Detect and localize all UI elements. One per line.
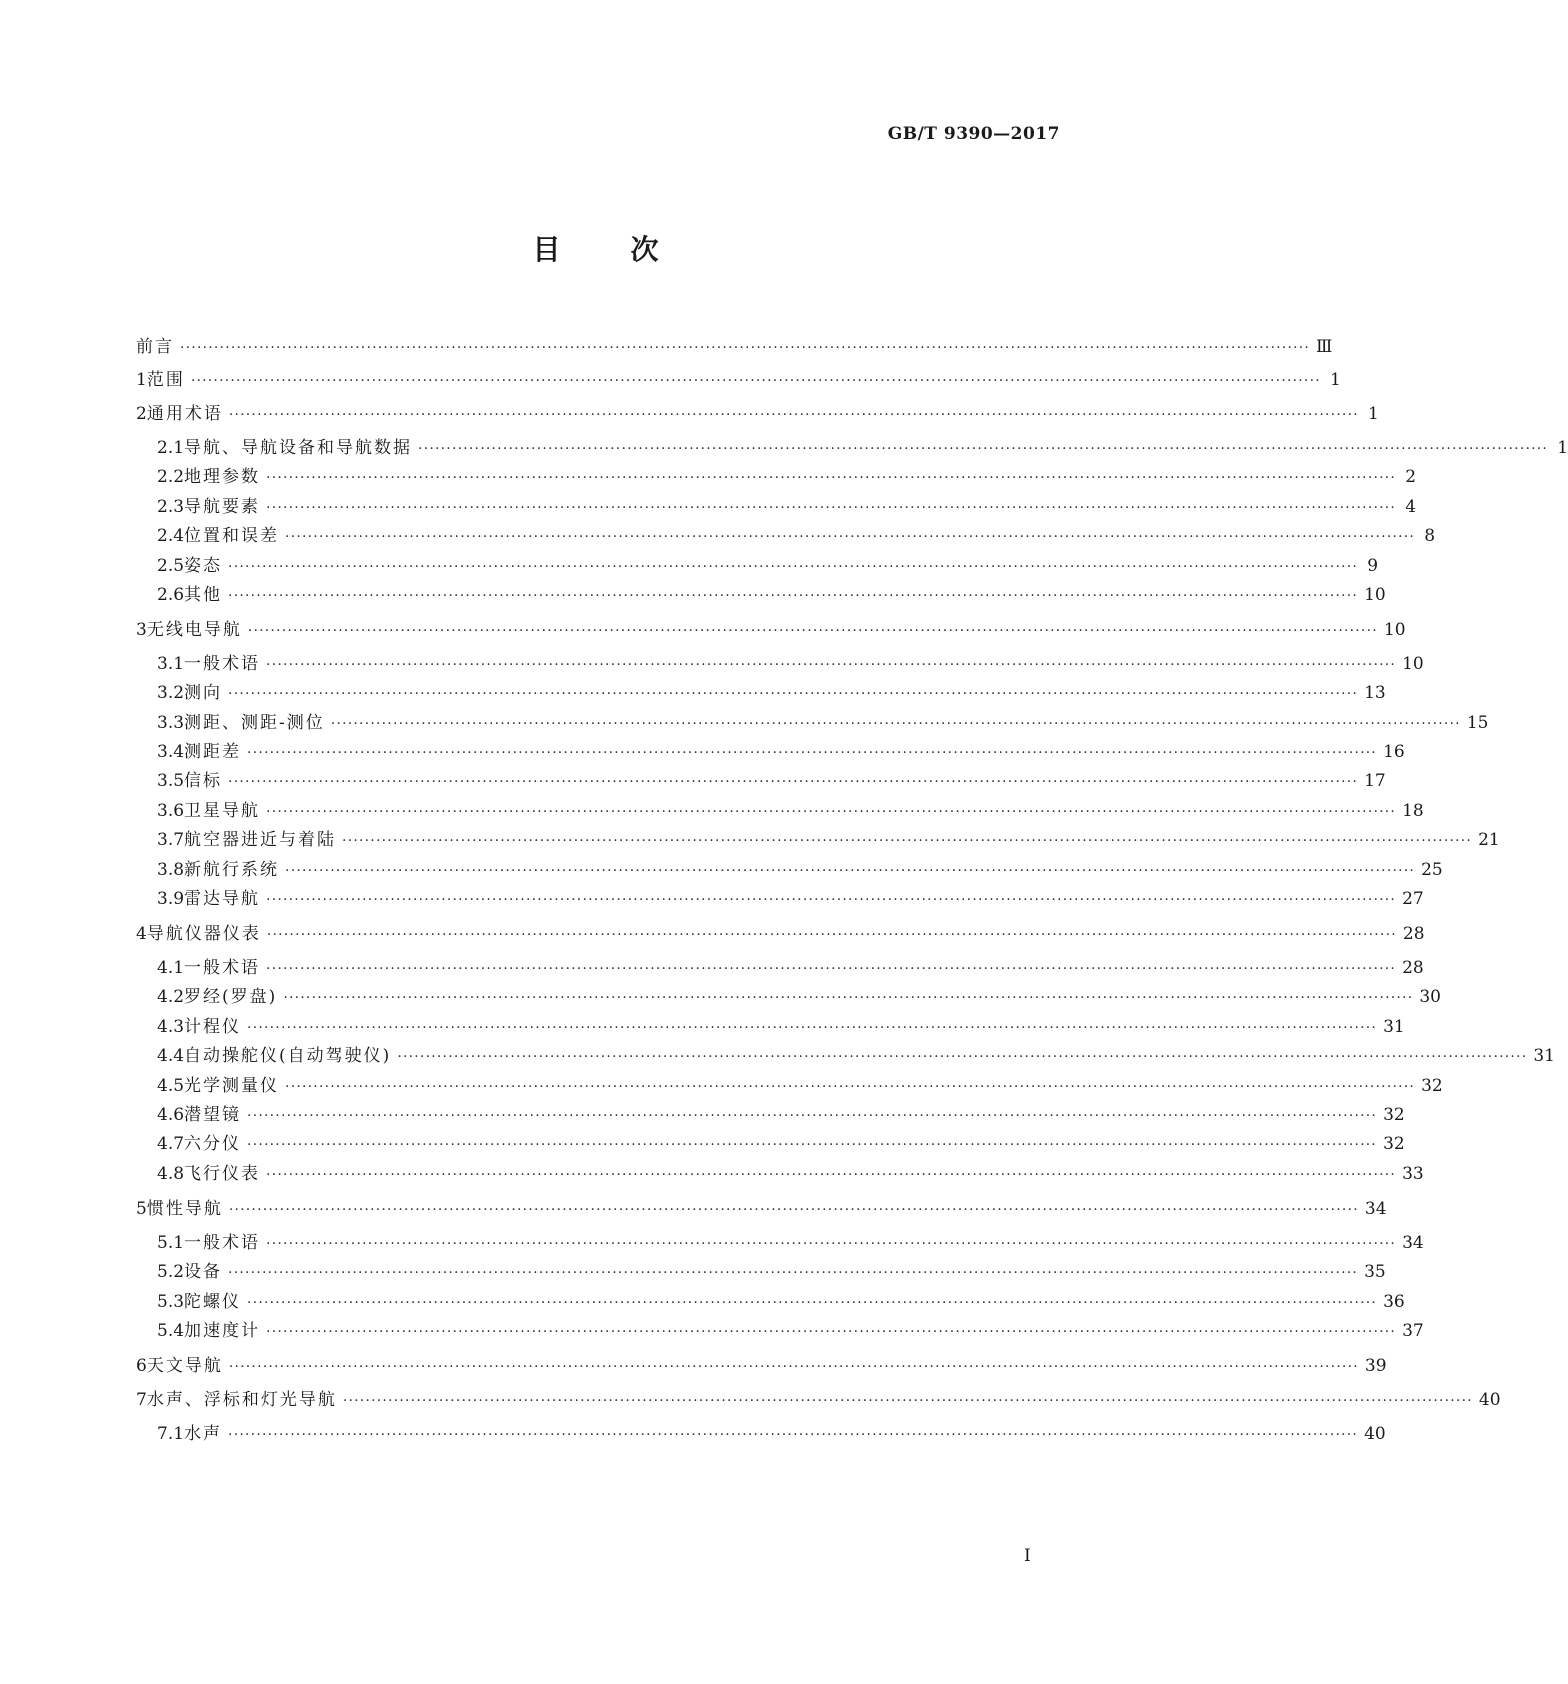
toc-entry-label: 自动操舵仪(自动驾驶仪) bbox=[184, 1046, 392, 1066]
toc-entry-page: 28 bbox=[1402, 924, 1425, 944]
toc-dot-leader: ········································································································································································································ bbox=[228, 1202, 1359, 1218]
toc-entry[interactable] bbox=[136, 982, 1441, 1010]
toc-entry[interactable] bbox=[136, 1194, 1387, 1222]
toc-entry[interactable] bbox=[136, 1316, 1424, 1344]
toc-entry-number: 3.3 bbox=[157, 713, 185, 733]
toc-entry-number: 4.1 bbox=[157, 958, 185, 978]
toc-dot-leader: ········································································································································································································ bbox=[228, 588, 1359, 604]
toc-entry-label: 陀螺仪 bbox=[184, 1292, 242, 1312]
toc-entry[interactable] bbox=[136, 399, 1379, 427]
toc-dot-leader: ········································································································································································································ bbox=[397, 1049, 1528, 1065]
toc-entry[interactable] bbox=[136, 365, 1341, 393]
toc-entry-page: 25 bbox=[1421, 860, 1443, 880]
toc-entry-label: 航空器进近与着陆 bbox=[184, 830, 337, 850]
toc-dot-leader: ········································································································································································································ bbox=[266, 804, 1397, 820]
toc-entry-page: 34 bbox=[1364, 1199, 1387, 1219]
toc-dot-leader: ········································································································································································································ bbox=[247, 623, 1378, 639]
toc-dot-leader: ········································································································································································································ bbox=[266, 500, 1397, 516]
toc-dot-leader: ········································································································································································································ bbox=[228, 686, 1359, 702]
standard-code: GB/T 9390—2017 bbox=[887, 124, 1060, 144]
toc-entry-page: 21 bbox=[1478, 830, 1500, 850]
toc-entry-number: 3.5 bbox=[157, 771, 185, 791]
toc-entry-number: 3.6 bbox=[157, 801, 185, 821]
toc-entry-page: 1 bbox=[1368, 404, 1379, 424]
toc-entry-number: 3.7 bbox=[157, 830, 185, 850]
toc-entry-page: 13 bbox=[1364, 683, 1386, 703]
toc-entry-number: 3 bbox=[136, 620, 147, 640]
toc-entry-label: 设备 bbox=[184, 1262, 223, 1282]
toc-entry[interactable] bbox=[136, 649, 1424, 677]
toc-entry[interactable] bbox=[136, 1159, 1424, 1187]
toc-entry-number: 6 bbox=[136, 1356, 147, 1376]
toc-entry-label: 潜望镜 bbox=[184, 1105, 242, 1125]
toc-entry-label: 雷达导航 bbox=[184, 889, 261, 909]
toc-entry-label: 飞行仪表 bbox=[184, 1164, 261, 1184]
toc-entry-label: 一般术语 bbox=[184, 654, 261, 674]
toc-entry-label: 光学测量仪 bbox=[184, 1076, 280, 1096]
toc-entry-page: 10 bbox=[1383, 620, 1406, 640]
toc-entry-number: 4.5 bbox=[157, 1076, 185, 1096]
toc-entry-label: 导航要素 bbox=[184, 497, 261, 517]
toc-entry-label: 罗经(罗盘) bbox=[184, 987, 278, 1007]
toc-entry-number: 3.9 bbox=[157, 889, 185, 909]
toc-entry-page: 32 bbox=[1383, 1134, 1405, 1154]
toc-dot-leader: ········································································································································································································ bbox=[247, 1295, 1378, 1311]
toc-entry-label: 前言 bbox=[136, 337, 174, 357]
toc-entry-label: 新航行系统 bbox=[184, 860, 280, 880]
toc-entry-page: 32 bbox=[1383, 1105, 1405, 1125]
toc-entry-number: 5.4 bbox=[157, 1321, 185, 1341]
toc-entry[interactable] bbox=[136, 1351, 1387, 1379]
toc-dot-leader: ········································································································································································································ bbox=[266, 927, 1397, 943]
toc-entry-label: 姿态 bbox=[184, 556, 223, 576]
toc-dot-leader: ········································································································································································································ bbox=[228, 407, 1359, 423]
toc-entry[interactable] bbox=[136, 884, 1424, 912]
toc-entry[interactable] bbox=[136, 580, 1386, 608]
toc-entry[interactable] bbox=[136, 825, 1500, 853]
toc-entry-label: 通用术语 bbox=[146, 404, 223, 424]
toc-entry-number: 2.2 bbox=[157, 467, 185, 487]
toc-dot-leader: ········································································································································································································ bbox=[266, 1167, 1397, 1183]
toc-entry-page: 35 bbox=[1364, 1262, 1386, 1282]
toc-entry-page: 15 bbox=[1466, 713, 1489, 733]
toc-dot-leader: ········································································································································································································ bbox=[228, 774, 1359, 790]
toc-dot-leader: ········································································································································································································ bbox=[266, 1236, 1397, 1252]
toc-entry-number: 2.4 bbox=[157, 526, 185, 546]
toc-entry-number: 4.4 bbox=[157, 1046, 185, 1066]
toc-dot-leader: ········································································································································································································ bbox=[228, 1427, 1359, 1443]
toc-entry-label: 卫星导航 bbox=[184, 801, 261, 821]
toc-entry-page: 10 bbox=[1364, 585, 1386, 605]
toc-entry-label: 天文导航 bbox=[146, 1356, 223, 1376]
toc-entry-label: 测距差 bbox=[184, 742, 242, 762]
toc-entry-label: 其他 bbox=[184, 585, 223, 605]
toc-entry[interactable] bbox=[136, 1041, 1555, 1069]
toc-dot-leader: ········································································································································································································ bbox=[180, 340, 1311, 356]
toc-entry-number: 5.2 bbox=[157, 1262, 185, 1282]
toc-entry-label: 范围 bbox=[146, 370, 185, 390]
toc-entry-label: 水声 bbox=[184, 1424, 223, 1444]
toc-entry-number: 1 bbox=[136, 370, 147, 390]
toc-entry[interactable] bbox=[136, 551, 1379, 579]
toc-entry-page: 39 bbox=[1364, 1356, 1387, 1376]
toc-dot-leader: ········································································································································································································ bbox=[190, 373, 1321, 389]
toc-entry-label: 地理参数 bbox=[184, 467, 261, 487]
toc-entry[interactable] bbox=[136, 855, 1443, 883]
toc-entry-page: 4 bbox=[1405, 497, 1417, 517]
toc-entry[interactable] bbox=[136, 1100, 1405, 1128]
toc-entry[interactable] bbox=[136, 1385, 1501, 1413]
toc-entry[interactable] bbox=[136, 1287, 1405, 1315]
toc-entry-page: 16 bbox=[1383, 742, 1405, 762]
page-number: I bbox=[1024, 1546, 1031, 1566]
toc-entry[interactable] bbox=[136, 462, 1417, 490]
toc-entry-label: 导航、导航设备和导航数据 bbox=[184, 438, 413, 458]
toc-entry-label: 加速度计 bbox=[184, 1321, 261, 1341]
title-char-1: 目 bbox=[532, 233, 561, 266]
toc-dot-leader: ········································································································································································································ bbox=[228, 1359, 1359, 1375]
toc-entry[interactable] bbox=[136, 1129, 1405, 1157]
toc-entry-number: 5 bbox=[136, 1199, 147, 1219]
toc-entry-number: 2.6 bbox=[157, 585, 185, 605]
toc-dot-leader: ········································································································································································································ bbox=[330, 716, 1461, 732]
toc-entry-page: 40 bbox=[1478, 1390, 1501, 1410]
toc-entry[interactable] bbox=[136, 1012, 1405, 1040]
toc-dot-leader: ········································································································································································································ bbox=[266, 892, 1397, 908]
toc-entry-page: 31 bbox=[1533, 1046, 1555, 1066]
toc-entry-page: 27 bbox=[1402, 889, 1424, 909]
title-char-2: 次 bbox=[630, 233, 659, 266]
toc-entry-number: 3.4 bbox=[157, 742, 185, 762]
toc-entry-number: 2.1 bbox=[157, 438, 185, 458]
toc-entry-number: 4.3 bbox=[157, 1017, 185, 1037]
toc-entry[interactable] bbox=[136, 766, 1386, 794]
toc-entry-number: 2 bbox=[136, 404, 147, 424]
toc-entry[interactable] bbox=[136, 919, 1425, 947]
toc-entry[interactable] bbox=[136, 708, 1489, 736]
toc-entry[interactable] bbox=[136, 332, 1333, 360]
toc-entry-page: 10 bbox=[1402, 654, 1424, 674]
toc-entry[interactable] bbox=[136, 1257, 1386, 1285]
toc-dot-leader: ········································································································································································································ bbox=[247, 1108, 1378, 1124]
toc-entry-page: 8 bbox=[1424, 526, 1436, 546]
toc-entry[interactable] bbox=[136, 433, 1568, 461]
toc-dot-leader: ········································································································································································································ bbox=[285, 863, 1416, 879]
toc-dot-leader: ········································································································································································································ bbox=[283, 990, 1414, 1006]
toc-dot-leader: ········································································································································································································ bbox=[266, 1324, 1397, 1340]
toc-entry[interactable] bbox=[136, 615, 1406, 643]
toc-entry-label: 一般术语 bbox=[184, 1233, 261, 1253]
toc-entry-number: 4.7 bbox=[157, 1134, 185, 1154]
toc-entry-number: 2.3 bbox=[157, 497, 185, 517]
toc-entry-number: 4.6 bbox=[157, 1105, 185, 1125]
toc-entry-page: 28 bbox=[1402, 958, 1424, 978]
toc-entry-page: 30 bbox=[1419, 987, 1441, 1007]
toc-entry-number: 4 bbox=[136, 924, 147, 944]
toc-entry[interactable] bbox=[136, 737, 1405, 765]
toc-dot-leader: ········································································································································································································ bbox=[266, 657, 1397, 673]
toc-entry-page: 37 bbox=[1402, 1321, 1424, 1341]
toc-dot-leader: ········································································································································································································ bbox=[342, 833, 1473, 849]
toc-entry[interactable] bbox=[136, 1228, 1424, 1256]
toc-entry-page: Ⅲ bbox=[1316, 337, 1333, 357]
toc-entry-label: 计程仪 bbox=[184, 1017, 242, 1037]
toc-dot-leader: ········································································································································································································ bbox=[285, 1079, 1416, 1095]
toc-entry-number: 3.2 bbox=[157, 683, 185, 703]
toc-entry-number: 4.8 bbox=[157, 1164, 185, 1184]
toc-entry-label: 一般术语 bbox=[184, 958, 261, 978]
toc-entry[interactable] bbox=[136, 678, 1386, 706]
toc-entry-page: 2 bbox=[1405, 467, 1417, 487]
toc-entry-page: 18 bbox=[1402, 801, 1424, 821]
toc-entry-page: 1 bbox=[1557, 438, 1568, 458]
toc-entry-page: 17 bbox=[1364, 771, 1386, 791]
toc-entry[interactable] bbox=[136, 953, 1424, 981]
toc-entry-label: 信标 bbox=[184, 771, 223, 791]
toc-dot-leader: ········································································································································································································ bbox=[247, 1020, 1378, 1036]
toc-entry[interactable] bbox=[136, 1071, 1443, 1099]
toc-entry-number: 3.1 bbox=[157, 654, 185, 674]
toc-entry[interactable] bbox=[136, 1419, 1386, 1447]
toc-entry-page: 40 bbox=[1364, 1424, 1386, 1444]
toc-entry-label: 惯性导航 bbox=[146, 1199, 223, 1219]
toc-dot-leader: ········································································································································································································ bbox=[247, 1137, 1378, 1153]
toc-entry-page: 34 bbox=[1402, 1233, 1424, 1253]
toc-dot-leader: ········································································································································································································ bbox=[418, 441, 1549, 457]
toc-entry-label: 位置和误差 bbox=[184, 526, 280, 546]
toc-entry-number: 2.5 bbox=[157, 556, 185, 576]
toc-entry-page: 32 bbox=[1421, 1076, 1443, 1096]
toc-entry-label: 测距、测距-测位 bbox=[184, 713, 325, 733]
toc-entry-number: 5.1 bbox=[157, 1233, 185, 1253]
toc-entry-number: 3.8 bbox=[157, 860, 185, 880]
toc-dot-leader: ········································································································································································································ bbox=[247, 745, 1378, 761]
toc-entry[interactable] bbox=[136, 796, 1424, 824]
toc-dot-leader: ········································································································································································································ bbox=[266, 470, 1397, 486]
toc-entry-label: 测向 bbox=[184, 683, 223, 703]
toc-entry-label: 水声、浮标和灯光导航 bbox=[146, 1390, 337, 1410]
toc-entry-label: 六分仪 bbox=[184, 1134, 242, 1154]
toc-entry-page: 1 bbox=[1330, 370, 1341, 390]
toc-entry-number: 7 bbox=[136, 1390, 147, 1410]
toc-entry-label: 导航仪器仪表 bbox=[146, 924, 261, 944]
toc-entry-number: 5.3 bbox=[157, 1292, 185, 1312]
toc-entry-label: 无线电导航 bbox=[146, 620, 242, 640]
toc-entry-number: 4.2 bbox=[157, 987, 185, 1007]
toc-entry-page: 9 bbox=[1367, 556, 1379, 576]
toc-dot-leader: ········································································································································································································ bbox=[266, 961, 1397, 977]
toc-entry[interactable] bbox=[136, 521, 1436, 549]
toc-entry-page: 31 bbox=[1383, 1017, 1405, 1037]
toc-entry-page: 36 bbox=[1383, 1292, 1405, 1312]
toc-entry-number: 7.1 bbox=[157, 1424, 185, 1444]
toc-dot-leader: ········································································································································································································ bbox=[228, 1265, 1359, 1281]
page-title bbox=[0, 228, 1191, 268]
toc-dot-leader: ········································································································································································································ bbox=[285, 529, 1416, 545]
toc-dot-leader: ········································································································································································································ bbox=[228, 559, 1359, 575]
toc-entry-page: 33 bbox=[1402, 1164, 1424, 1184]
toc-entry[interactable] bbox=[136, 492, 1417, 520]
toc-dot-leader: ········································································································································································································ bbox=[342, 1393, 1473, 1409]
